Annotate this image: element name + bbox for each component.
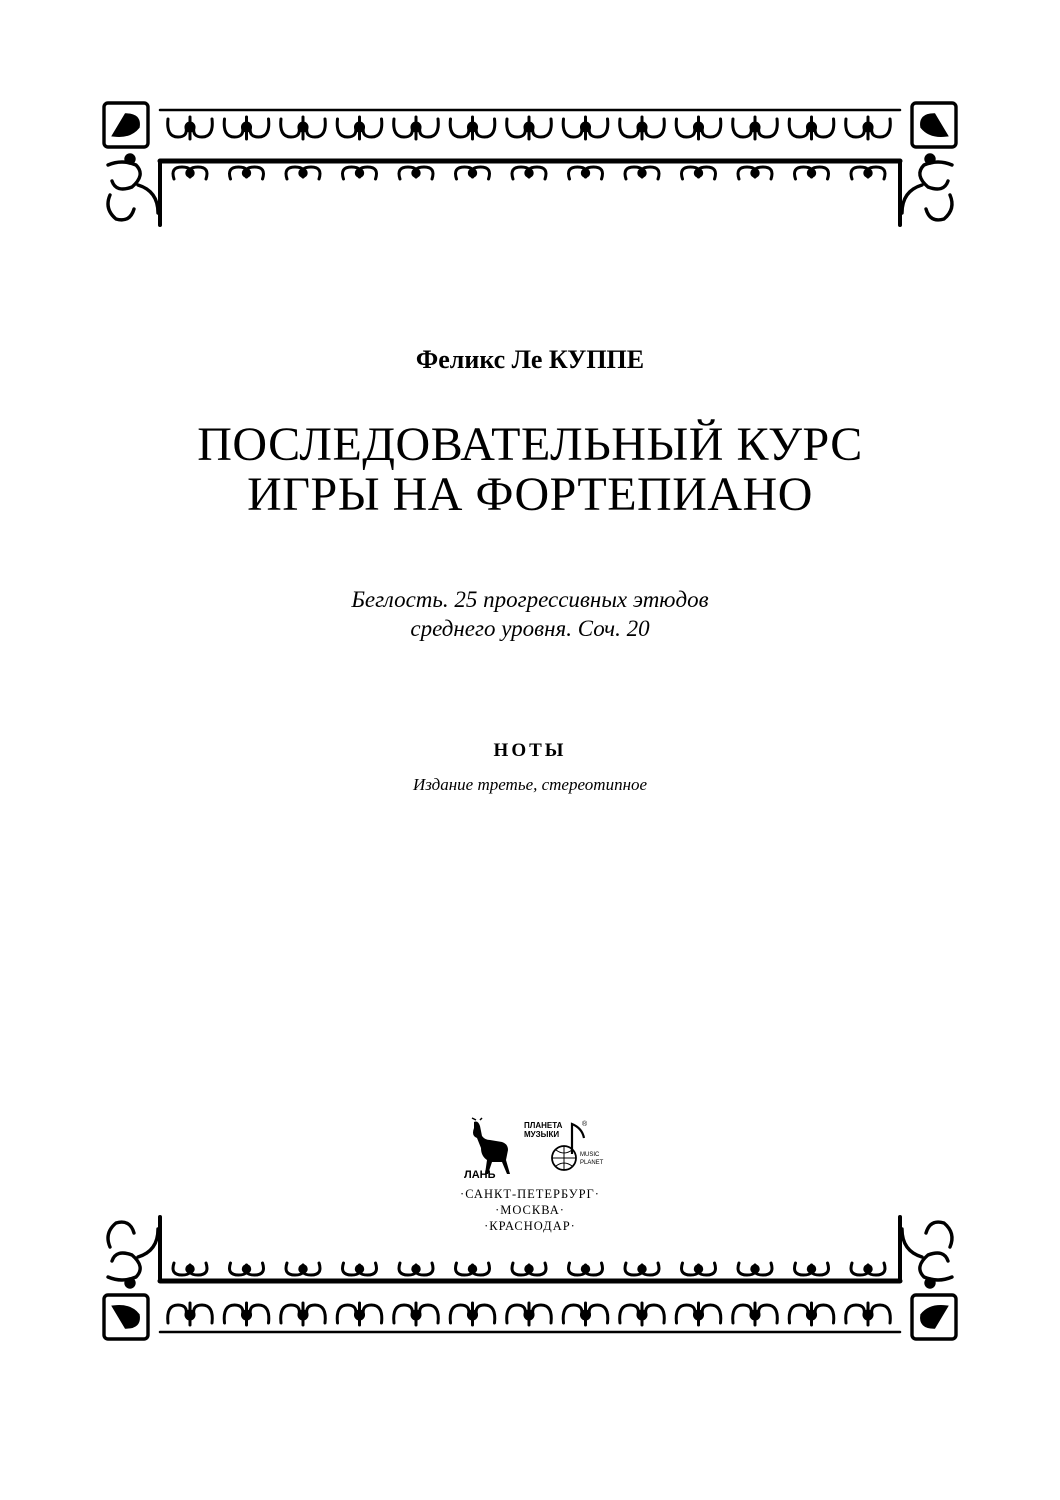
ornament-scroll [526, 170, 532, 176]
ornament-scroll [187, 1266, 193, 1272]
ornament-scroll [865, 170, 871, 176]
ornament-scroll [702, 119, 721, 137]
ornament-scroll [695, 170, 701, 176]
ornament-scroll [337, 119, 356, 137]
ornament-scroll [563, 119, 582, 137]
ornament-scroll [789, 119, 808, 137]
ornament-scroll [733, 1305, 752, 1323]
logo-music-line: MUSIC [580, 1152, 600, 1158]
ornament-scroll [363, 119, 382, 137]
logo-planeta-line-2: МУЗЫКИ [524, 1130, 560, 1139]
logo-planet-line: PLANET [580, 1160, 604, 1166]
ornament-scroll [450, 119, 469, 137]
ornament-scroll [808, 170, 814, 176]
ornament-scroll [752, 1266, 758, 1272]
ornament-scroll [250, 119, 269, 137]
top-ornament-border [100, 95, 960, 230]
ornament-scroll [815, 119, 834, 137]
genre-label: НОТЫ [493, 740, 567, 761]
ornament-scroll [872, 1305, 891, 1323]
subtitle-line-1: Беглость. 25 прогрессивных этюдов [351, 587, 709, 612]
ornament-scroll [620, 1305, 639, 1323]
city-line: ·КРАСНОДАР· [484, 1219, 576, 1233]
ornament-scroll [865, 1266, 871, 1272]
ornament-scroll [533, 119, 552, 137]
ornament-scroll [450, 1305, 469, 1323]
ornament-scroll [168, 1305, 187, 1323]
ornament-scroll [676, 119, 695, 137]
ornament-scroll [394, 119, 413, 137]
ornament-scroll [413, 1266, 419, 1272]
ornament-scroll [243, 1266, 249, 1272]
ornament-scroll [194, 1305, 213, 1323]
ornament-scroll [469, 170, 475, 176]
book-title [0, 420, 1060, 520]
ornament-scroll [846, 119, 865, 137]
ornament-scroll [526, 1266, 532, 1272]
logo-lan-text: ЛАНЬ [464, 1169, 496, 1181]
ornament-scroll [815, 1305, 834, 1323]
deer-and-note-logo-icon [460, 1118, 604, 1181]
bottom-ornament-border [100, 1212, 960, 1347]
ornament-scroll [413, 170, 419, 176]
ornament-scroll [759, 119, 778, 137]
ornament-scroll [194, 119, 213, 137]
ornament-scroll [507, 119, 526, 137]
ornament-scroll [752, 170, 758, 176]
ornament-scroll [307, 119, 326, 137]
ornament-scroll [476, 119, 495, 137]
ornament-scroll [695, 1266, 701, 1272]
ornament-scroll [733, 119, 752, 137]
ornament-scroll [582, 1266, 588, 1272]
ornament-scroll [808, 1266, 814, 1272]
ornament-scroll [702, 1305, 721, 1323]
ornament-scroll [281, 1305, 300, 1323]
author-name: Феликс Ле КУППЕ [415, 345, 645, 374]
ornament-scroll [872, 119, 891, 137]
ornament-scroll [507, 1305, 526, 1323]
title-line-2: ИГРЫ НА ФОРТЕПИАНО [247, 468, 813, 521]
ornament-scroll [250, 1305, 269, 1323]
ornament-scroll [224, 1305, 243, 1323]
ornament-scroll [563, 1305, 582, 1323]
ornament-scroll [187, 170, 193, 176]
city-line: ·САНКТ-ПЕТЕРБУРГ· [460, 1187, 600, 1201]
ornament-scroll [363, 1305, 382, 1323]
edition-label: Издание третье, стереотипное [412, 775, 648, 794]
ornament-scroll [789, 1305, 808, 1323]
ornament-scroll [281, 119, 300, 137]
ornament-scroll [224, 119, 243, 137]
ornament-scroll [476, 1305, 495, 1323]
ornament-scroll [300, 170, 306, 176]
ornament-scroll [639, 1266, 645, 1272]
ornament-scroll [639, 170, 645, 176]
ornament-scroll [243, 170, 249, 176]
ornament-scroll [589, 1305, 608, 1323]
ornament-scroll [420, 119, 439, 137]
logo-registered-mark: ® [582, 1121, 588, 1128]
title-line-1: ПОСЛЕДОВАТЕЛЬНЫЙ КУРС [197, 418, 863, 471]
logo-planeta-line-1: ПЛАНЕТА [524, 1121, 563, 1130]
ornament-scroll [337, 1305, 356, 1323]
book-subtitle [0, 585, 1060, 643]
ornament-scroll [646, 119, 665, 137]
ornament-scroll [620, 119, 639, 137]
ornament-scroll [846, 1305, 865, 1323]
subtitle-line-2: среднего уровня. Соч. 20 [410, 616, 650, 641]
ornament-scroll [469, 1266, 475, 1272]
ornament-scroll [356, 1266, 362, 1272]
ornament-scroll [394, 1305, 413, 1323]
ornament-scroll [420, 1305, 439, 1323]
ornament-scroll [307, 1305, 326, 1323]
ornament-scroll [646, 1305, 665, 1323]
ornament-scroll [676, 1305, 695, 1323]
ornament-scroll [356, 170, 362, 176]
ornament-scroll [168, 119, 187, 137]
ornament-scroll [582, 170, 588, 176]
ornament-scroll [759, 1305, 778, 1323]
ornament-scroll [589, 119, 608, 137]
ornament-scroll [533, 1305, 552, 1323]
city-line: ·МОСКВА· [495, 1203, 565, 1217]
ornament-scroll [300, 1266, 306, 1272]
